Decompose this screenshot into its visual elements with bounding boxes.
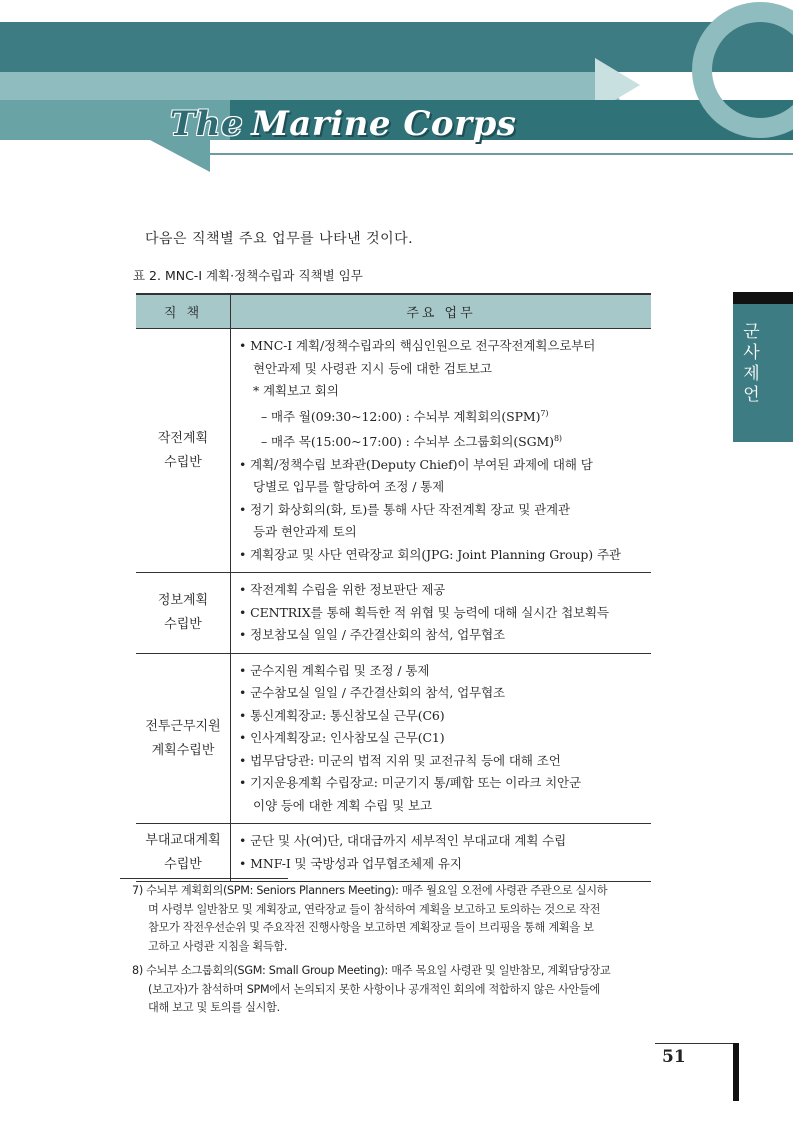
footnote-7-line: 7) 수뇌부 계획회의(SPM: Seniors Planners Meeting): 매주 월요일 오전에 사령관 주관으로 실시하	[132, 884, 608, 897]
task-line: • 법무담당관: 미군의 법적 지위 및 교전규칙 등에 대해 조언	[239, 750, 647, 773]
page-number-bar	[733, 1043, 739, 1101]
task-line: • MNF-I 및 국방성과 업무협조체제 유지	[239, 853, 647, 876]
table-caption: 표 2. MNC-I 계획·정책수립과 직책별 임무	[133, 268, 363, 283]
footnote-8-line: 8) 수뇌부 소그룹회의(SGM: Small Group Meeting): 매주 목요일 사령관 및 일반참모, 계획담당장교	[132, 964, 611, 977]
side-tab-label: 군사제언	[739, 322, 759, 406]
header-tasks: 주요 업무	[231, 294, 652, 329]
role-cell	[136, 329, 231, 573]
task-line: • 계획/정책수립 보좌관(Deputy Chief)이 부여된 과제에 대해 담	[239, 454, 647, 477]
tasks-cell	[231, 653, 652, 824]
side-tab-top-bar	[733, 292, 793, 304]
task-line: 당별로 입무를 할당하여 조정 / 통제	[253, 479, 445, 495]
task-sub-line: – 매주 월(09:30~12:00) : 수뇌부 계획회의(SPM)$^{7)}$	[261, 408, 549, 424]
task-line: • 군단 및 사(여)단, 대대급까지 세부적인 부대교대 계획 수립	[239, 830, 647, 853]
header-role: 직 책	[136, 294, 231, 329]
task-line: 이양 등에 대한 계획 수립 및 보고	[253, 797, 432, 813]
role-cell	[136, 573, 231, 654]
task-line: • 계획장교 및 사단 연락장교 회의(JPG: Joint Planning Group) 주관	[239, 544, 647, 567]
task-line: 등과 현안과제 토의	[253, 524, 357, 540]
task-note: * 계획보고 회의	[253, 383, 339, 398]
page-number: 51	[662, 1047, 686, 1067]
role-line: 작전계획	[157, 430, 209, 446]
tasks-cell	[231, 573, 652, 654]
task-line: • 기지운용계획 수립장교: 미군기지 통/폐합 또는 이라크 치안군	[239, 772, 647, 795]
task-line: • 작전계획 수립을 위한 정보판단 제공	[239, 579, 647, 602]
task-line: • 정보참모실 일일 / 주간결산회의 참석, 업무협조	[239, 624, 647, 647]
footnote-ref: 7)	[540, 408, 549, 418]
task-line: 현안과제 및 사령관 지시 등에 대한 검토보고	[253, 360, 492, 376]
banner-title-marine-corps: Marine Corps	[251, 104, 517, 144]
footnote-8-line: (보고자)가 참석하며 SPM에서 논의되지 못한 사항이나 공개적인 회의에 적합하지 않은 사안들에	[148, 982, 601, 996]
header-banner	[0, 0, 793, 175]
role-line: 수립반	[164, 617, 202, 633]
role-line: 수립반	[164, 856, 202, 872]
task-line: • CENTRIX를 통해 획득한 적 위협 및 능력에 대해 실시간 첩보획득	[239, 602, 647, 625]
role-line: 계획수립반	[151, 742, 215, 758]
footnote-7-line: 고하고 사령관 지침을 획득함.	[148, 939, 288, 953]
footnote-7-line: 며 사령부 일반참모 및 계획장교, 연락장교 들이 참석하여 계획을 보고하고 토의하는 것으로 작전	[148, 902, 601, 916]
task-line: • 통신계획장교: 통신참모실 근무(C6)	[239, 705, 647, 728]
task-sub-line: – 매주 목(15:00~17:00) : 수뇌부 소그룹회의(SGM)$^{8)}$	[261, 434, 562, 450]
role-cell	[136, 824, 231, 882]
page-number-rule	[655, 1043, 735, 1044]
role-line: 부대교대계획	[145, 832, 221, 848]
banner-top-band	[0, 22, 793, 72]
banner-title	[170, 104, 516, 144]
table-header-row	[136, 294, 651, 329]
duties-table	[136, 293, 651, 882]
role-cell	[136, 653, 231, 824]
task-line: • MNC-I 계획/정책수립과의 핵심인원으로 전구작전계획으로부터	[239, 335, 647, 358]
banner-tail	[150, 140, 210, 172]
role-line: 전투근무지원	[145, 718, 221, 734]
role-line: 수립반	[164, 454, 202, 470]
intro-text: 다음은 직책별 주요 업무를 나타낸 것이다.	[145, 231, 414, 247]
task-line: • 군수지원 계획수립 및 조정 / 통제	[239, 660, 647, 683]
footnote-ref: 8)	[553, 434, 562, 444]
footnote-rule	[120, 878, 288, 879]
tasks-cell	[231, 824, 652, 882]
footnotes	[132, 882, 672, 1018]
task-line: • 인사계획장교: 인사참모실 근무(C1)	[239, 727, 647, 750]
table-row	[136, 573, 651, 654]
table-row	[136, 329, 651, 573]
table-row	[136, 653, 651, 824]
task-line: • 정기 화상회의(화, 토)를 통해 사단 작전계획 장교 및 관계관	[239, 499, 647, 522]
tasks-cell	[231, 329, 652, 573]
task-line: • 군수참모실 일일 / 주간결산회의 참석, 업무협조	[239, 682, 647, 705]
footnote-7-line: 참모가 작전우선순위 및 주요작전 진행사항을 보고하면 계획장교 들이 브리핑을 통해 계획을 보	[148, 921, 594, 934]
table-row	[136, 824, 651, 882]
role-line: 정보계획	[157, 593, 209, 609]
banner-title-the: The	[170, 104, 244, 144]
footnote-8-line: 대해 보고 및 토의를 실시함.	[148, 1001, 280, 1014]
